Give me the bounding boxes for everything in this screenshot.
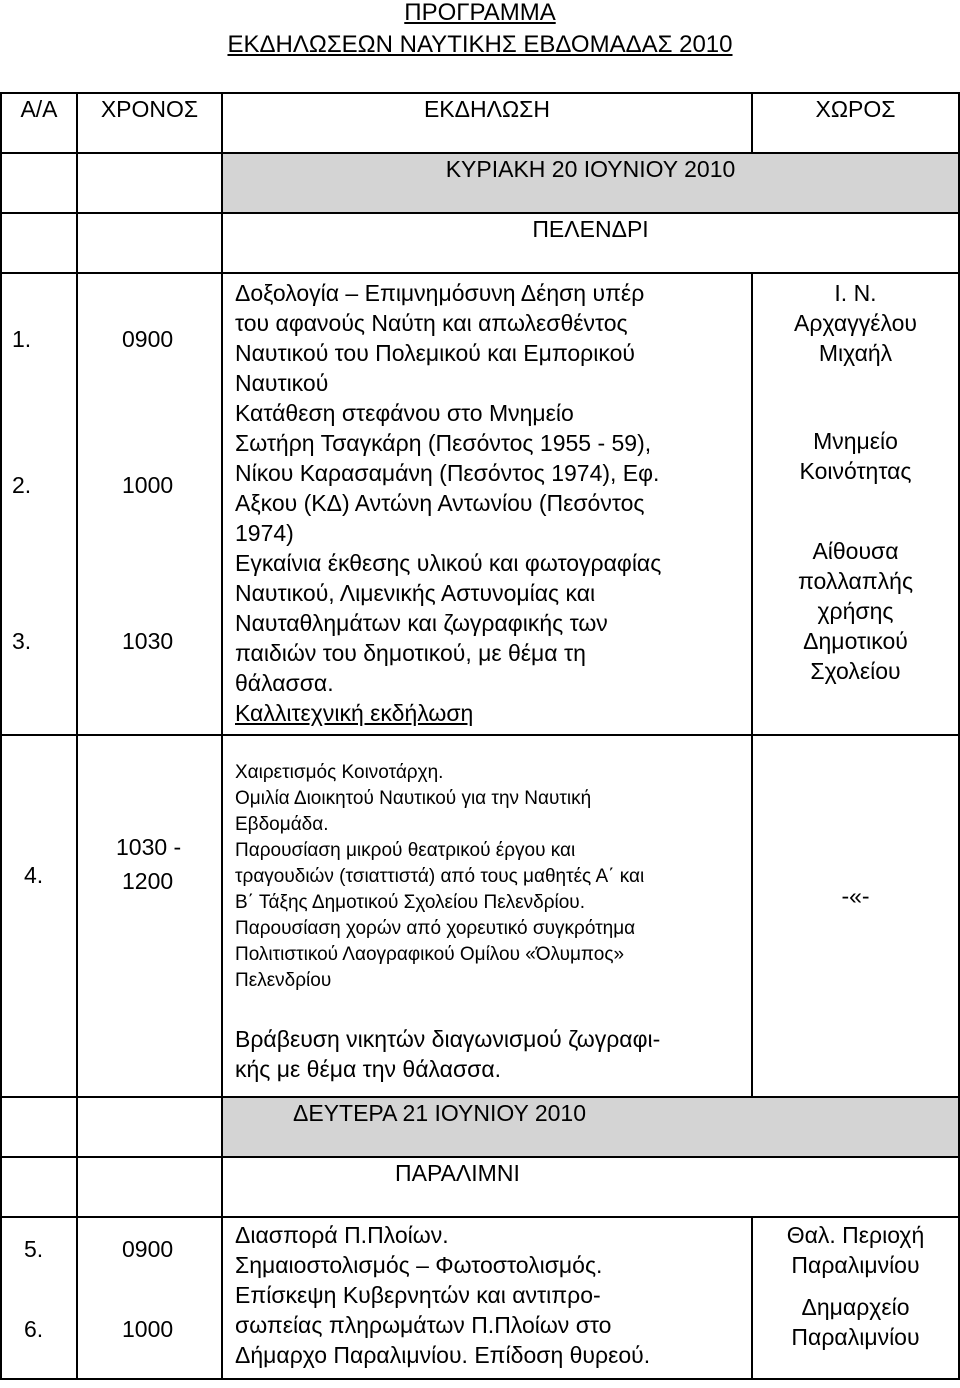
event4-row [1, 735, 959, 1097]
event1-text [235, 278, 745, 398]
event2-place-line: Μνημείο [813, 428, 898, 454]
num-cell [1, 1217, 77, 1379]
event3-line: Ναυτικού, Λιμενικής Αστυνομίας και [235, 580, 596, 606]
event3-place-line: πολλαπλής [797, 568, 914, 594]
event2-line: Κατάθεση στεφάνου στο Μνημείο [235, 400, 574, 426]
event6-line: Δήμαρχο Παραλιμνίου. Επίδοση θυρεού. [235, 1342, 651, 1368]
event5-place-line: Παραλιμνίου [791, 1252, 920, 1278]
event4-line: Πελενδρίου [235, 970, 332, 991]
event1-place [753, 278, 958, 368]
event4-award [235, 1024, 745, 1084]
event4-line: τραγουδιών (τσιαττιστά) από τους μαθητές Α΄ και [235, 866, 645, 887]
document-title: ΠΡΟΓΡΑΜΜΑ [404, 0, 556, 26]
event6-line: σωπείας πληρωμάτων Π.Πλοίων στο [235, 1312, 612, 1338]
event4-place: -«- [752, 735, 959, 1097]
event2-line: 1974) [235, 520, 294, 546]
col-header-event: ΕΚΔΗΛΩΣΗ [222, 93, 752, 153]
event2-line: Σωτήρη Τσαγκάρη (Πεσόντος 1955 - 59), [235, 430, 652, 456]
event1-line: του αφανούς Ναύτη και απωλεσθέντος [235, 310, 628, 336]
event3-place-line: Δημοτικού [803, 628, 908, 654]
event5-line: Σημαιοστολισμός – Φωτοστολισμός. [235, 1252, 603, 1278]
event4-text [235, 760, 745, 994]
event3-line: Εγκαίνια έκθεσης υλικού και φωτογραφίας [235, 550, 662, 576]
time-cell [77, 273, 222, 735]
event2-text [235, 398, 745, 548]
event-cell [222, 735, 752, 1097]
day1-row [1, 153, 959, 213]
num-cell [1, 273, 77, 735]
events-1-3-row [1, 273, 959, 735]
day2-location: ΠΑΡΑΛΙΜΝΙ [222, 1157, 959, 1217]
event4-line: Εβδομάδα. [235, 814, 329, 835]
event1-place-line: Μιχαήλ [818, 340, 893, 366]
event4-award-line: Βράβευση νικητών διαγωνισμού ζωγραφι- [235, 1026, 661, 1052]
event4-award-line: κής με θέμα την θάλασσα. [235, 1056, 502, 1082]
event1-place-line: Αρχαγγέλου [794, 310, 917, 336]
col-header-place: ΧΩΡΟΣ [752, 93, 959, 153]
event5-line: Διασπορά Π.Πλοίων. [235, 1222, 449, 1248]
day2-row [1, 1097, 959, 1157]
event3-time: 1030 [122, 628, 174, 654]
col-header-time: ΧΡΟΝΟΣ [77, 93, 222, 153]
day1-location: ΠΕΛΕΝΔΡΙ [222, 213, 959, 273]
header-row [1, 93, 959, 153]
event6-place-line: Δημαρχείο [801, 1294, 910, 1320]
day2-location-row [1, 1157, 959, 1217]
event4-line: Ομιλία Διοικητού Ναυτικού για την Ναυτική [235, 788, 592, 809]
event1-time: 0900 [122, 326, 174, 352]
event4-time-line: 1200 [122, 868, 174, 894]
event-cell [222, 1217, 752, 1379]
program-table [0, 92, 960, 1380]
num-cell [1, 735, 77, 1097]
event6-line: Επίσκεψη Κυβερνητών και αντιπρο- [235, 1282, 601, 1308]
day2-label: ΔΕΥΤΕΡΑ 21 ΙΟΥΝΙΟΥ 2010 [222, 1097, 959, 1157]
event3-subheading: Καλλιτεχνική εκδήλωση [235, 700, 474, 726]
time-cell [77, 1217, 222, 1379]
event5-num: 5. [24, 1236, 44, 1262]
event5-time: 0900 [122, 1236, 174, 1262]
event6-time: 1000 [122, 1316, 174, 1342]
event2-num: 2. [12, 472, 32, 498]
event2-time: 1000 [122, 472, 174, 498]
event3-place-line: Αίθουσα [812, 538, 899, 564]
event4-line: Παρουσίαση μικρού θεατρικού έργου και [235, 840, 576, 861]
event1-place-line: Ι. Ν. [834, 280, 877, 306]
event3-num: 3. [12, 628, 32, 654]
event3-line: Ναυταθλημάτων και ζωγραφικής των [235, 610, 608, 636]
event4-line: Παρουσίαση χορών από χορευτικό συγκρότημα [235, 918, 636, 939]
event4-line: Β΄ Τάξης Δημοτικού Σχολείου Πελενδρίου. [235, 892, 585, 913]
place-cell [752, 273, 959, 735]
day1-location-row [1, 213, 959, 273]
time-cell [77, 735, 222, 1097]
col-header-aa: Α/Α [1, 93, 77, 153]
event4-line: Χαιρετισμός Κοινοτάρχη. [235, 762, 444, 783]
event6-place-line: Παραλιμνίου [791, 1324, 920, 1350]
event1-line: Δοξολογία – Επιμνημόσυνη Δέηση υπέρ [235, 280, 645, 306]
event4-line: Πολιτιστικού Λαογραφικού Ομίλου «Όλυμπος» [235, 944, 625, 965]
event3-line: θάλασσα. [235, 670, 334, 696]
event3-place-line: Σχολείου [810, 658, 901, 684]
event6-num: 6. [24, 1316, 44, 1342]
event4-time-line: 1030 - [116, 834, 182, 860]
event2-place [753, 426, 958, 486]
event1-line: Ναυτικού [235, 370, 329, 396]
place-cell [752, 1217, 959, 1379]
event3-text [235, 548, 745, 728]
events-5-6-row [1, 1217, 959, 1379]
event4-num: 4. [24, 862, 44, 888]
event3-place-line: χρήσης [817, 598, 894, 624]
event2-line: Νίκου Καρασαμάνη (Πεσόντος 1974), Εφ. [235, 460, 660, 486]
day1-label: ΚΥΡΙΑΚΗ 20 ΙΟΥΝΙΟΥ 2010 [222, 153, 959, 213]
event2-place-line: Κοινότητας [799, 458, 912, 484]
event-cell [222, 273, 752, 735]
event2-line: Αξκου (ΚΔ) Αντώνη Αντωνίου (Πεσόντος [235, 490, 645, 516]
event3-place [753, 536, 958, 686]
event3-line: παιδιών του δημοτικού, με θέμα τη [235, 640, 586, 666]
event1-line: Ναυτικού του Πολεμικού και Εμπορικού [235, 340, 635, 366]
document-subtitle: ΕΚΔΗΛΩΣΕΩΝ ΝΑΥΤΙΚΗΣ ΕΒΔΟΜΑΔΑΣ 2010 [227, 31, 733, 58]
event1-num: 1. [12, 326, 32, 352]
event5-place-line: Θαλ. Περιοχή [786, 1222, 925, 1248]
